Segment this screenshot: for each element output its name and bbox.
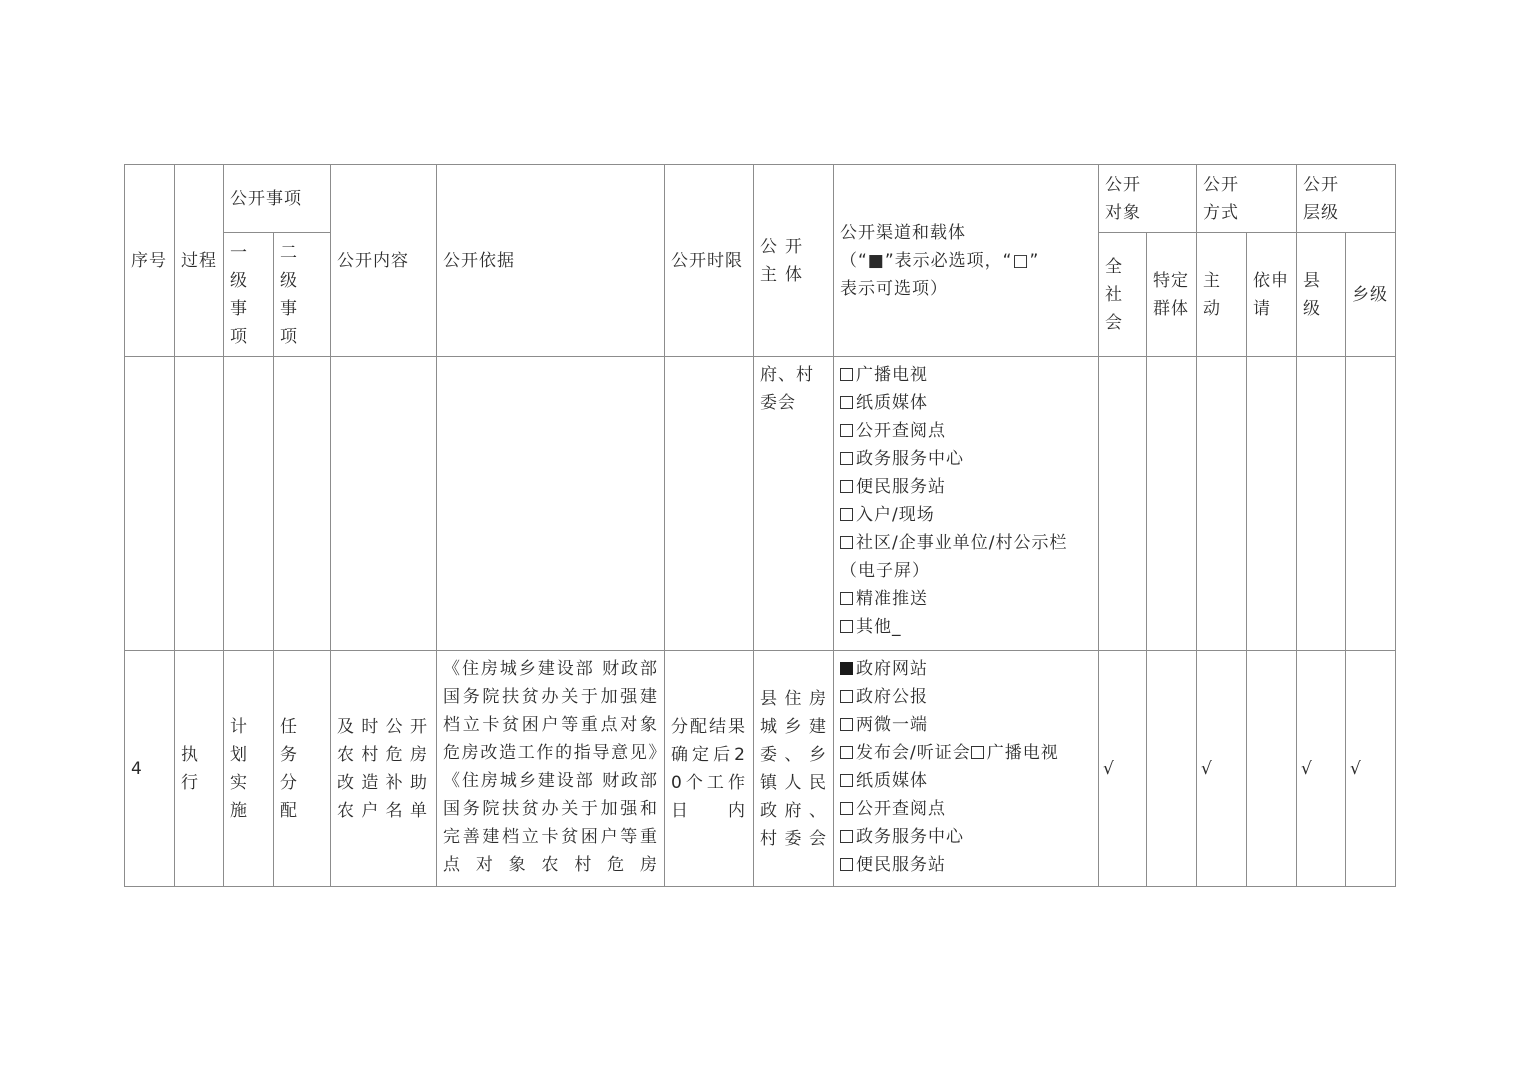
header-method-apply: 依申请	[1247, 233, 1297, 357]
channel-label: 入户/现场	[856, 505, 935, 525]
channel-label: 其他_	[856, 617, 902, 637]
channel-option	[840, 823, 1092, 851]
header-channel-title: 公开渠道和载体	[840, 222, 966, 243]
cont-level1	[224, 357, 274, 651]
row4-process: 执行	[175, 651, 224, 887]
header-level-town: 乡级	[1346, 233, 1396, 357]
channel-label: 两微一端	[856, 715, 928, 735]
unchecked-box-icon	[840, 536, 853, 549]
header-level: 公开层级	[1297, 165, 1396, 233]
header-channel-note-2: 表示可选项）	[840, 278, 948, 299]
header-channel-note-1: （“■”表示必选项，“□”	[840, 250, 1040, 271]
channel-label: 政府网站	[856, 659, 928, 679]
header-channel	[834, 165, 1099, 357]
channel-option	[840, 655, 1092, 683]
header-target-specific: 特定群体	[1147, 233, 1197, 357]
cont-time-limit	[665, 357, 754, 651]
row4-level-town: √	[1346, 651, 1396, 887]
cont-basis	[437, 357, 665, 651]
continuation-row	[125, 357, 1396, 651]
channel-label: 便民服务站	[856, 855, 946, 875]
cont-content	[331, 357, 437, 651]
header-items: 公开事项	[224, 165, 331, 233]
header-content: 公开内容	[331, 165, 437, 357]
row4-method-apply	[1247, 651, 1297, 887]
channel-label: 政务服务中心	[856, 449, 964, 469]
row4-content: 及时公开农村危房改造补助农户名单	[331, 651, 437, 887]
disclosure-table	[124, 164, 1396, 887]
unchecked-box-icon	[840, 620, 853, 633]
unchecked-box-icon	[840, 774, 853, 787]
header-level1: 一级事项	[224, 233, 274, 357]
checked-box-icon	[840, 662, 853, 675]
channel-label: 公开查阅点	[856, 421, 946, 441]
unchecked-box-icon	[840, 746, 853, 759]
channel-option	[840, 851, 1092, 879]
channel-option	[840, 795, 1092, 823]
channel-label: 政务服务中心	[856, 827, 964, 847]
unchecked-box-icon	[840, 396, 853, 409]
header-subject: 公开主体	[754, 165, 834, 357]
row4-seq: 4	[125, 651, 175, 887]
unchecked-box-icon	[840, 690, 853, 703]
unchecked-box-icon	[840, 368, 853, 381]
unchecked-box-icon	[840, 592, 853, 605]
cont-level-town	[1346, 357, 1396, 651]
channel-label: 便民服务站	[856, 477, 946, 497]
header-target-all: 全社会	[1099, 233, 1147, 357]
row4-level2: 任务分配	[274, 651, 331, 887]
header-process: 过程	[175, 165, 224, 357]
cont-level-county	[1297, 357, 1346, 651]
channel-label: 广播电视	[856, 365, 928, 385]
cont-method-active	[1197, 357, 1247, 651]
row4-time-limit: 分配结果确定后20个工作日内	[665, 651, 754, 887]
table-row	[125, 651, 1396, 887]
row4-level1: 计划实施	[224, 651, 274, 887]
unchecked-box-icon	[840, 424, 853, 437]
channel-option	[840, 389, 1092, 417]
header-basis: 公开依据	[437, 165, 665, 357]
cont-subject: 府、村委会	[754, 357, 834, 651]
cont-method-apply	[1247, 357, 1297, 651]
channel-label: 精准推送	[856, 589, 928, 609]
unchecked-box-icon	[840, 858, 853, 871]
cont-target-specific	[1147, 357, 1197, 651]
header-target: 公开对象	[1099, 165, 1197, 233]
channel-option	[840, 767, 1092, 795]
channel-option	[840, 529, 1092, 557]
row4-channels	[834, 651, 1099, 887]
channel-label: 政府公报	[856, 687, 928, 707]
channel-label: 广播电视	[986, 743, 1059, 763]
channel-label: （电子屏）	[840, 561, 930, 581]
channel-option	[840, 501, 1092, 529]
row4-method-active: √	[1197, 651, 1247, 887]
cont-level2	[274, 357, 331, 651]
channel-option	[840, 711, 1092, 739]
channel-option	[840, 557, 1092, 585]
row4-level-county: √	[1297, 651, 1346, 887]
channel-label: 纸质媒体	[856, 771, 928, 791]
cont-target-all	[1099, 357, 1147, 651]
channel-label: 发布会/听证会	[856, 743, 971, 763]
header-level2: 二级事项	[274, 233, 331, 357]
channel-option	[840, 613, 1092, 641]
unchecked-box-icon	[840, 718, 853, 731]
header-time-limit: 公开时限	[665, 165, 754, 357]
channel-option	[840, 417, 1092, 445]
cont-process	[175, 357, 224, 651]
header-method: 公开方式	[1197, 165, 1297, 233]
cont-seq	[125, 357, 175, 651]
channel-option	[840, 361, 1092, 389]
header-seq: 序号	[125, 165, 175, 357]
channel-option	[840, 739, 1092, 767]
unchecked-box-icon	[840, 452, 853, 465]
channel-option	[840, 445, 1092, 473]
channel-label: 社区/企事业单位/村公示栏	[856, 533, 1068, 553]
unchecked-box-icon	[840, 508, 853, 521]
row4-target-all: √	[1099, 651, 1147, 887]
cont-channels	[834, 357, 1099, 651]
header-method-active: 主动	[1197, 233, 1247, 357]
unchecked-box-icon	[840, 830, 853, 843]
cont-channel-list	[840, 361, 1092, 641]
header-row-1	[125, 165, 1396, 233]
row4-channel-list	[840, 655, 1092, 879]
channel-label: 纸质媒体	[856, 393, 928, 413]
row4-basis: 《住房城乡建设部 财政部 国务院扶贫办关于加强建档立卡贫困户等重点对象危房改造工作的指导意见》《住房城乡建设部 财政部 国务院扶贫办关于加强和完善建档立卡贫困户等重点对象农村危房	[437, 651, 665, 887]
unchecked-box-icon	[840, 802, 853, 815]
channel-label: 公开查阅点	[856, 799, 946, 819]
channel-option	[840, 683, 1092, 711]
channel-option	[840, 585, 1092, 613]
channel-option	[840, 473, 1092, 501]
unchecked-box-icon	[971, 746, 984, 759]
row4-target-specific	[1147, 651, 1197, 887]
row4-subject: 县住房城乡建委、乡镇人民政府、村委会	[754, 651, 834, 887]
header-level-county: 县级	[1297, 233, 1346, 357]
unchecked-box-icon	[840, 480, 853, 493]
